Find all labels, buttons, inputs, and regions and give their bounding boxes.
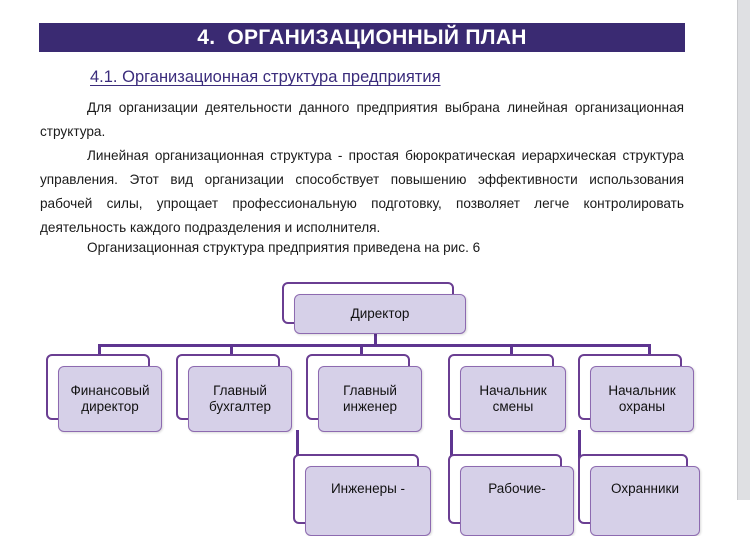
node-label-line: Охранники <box>610 481 679 496</box>
node-label-line: бухгалтер <box>209 399 271 414</box>
node-label-line: смены <box>492 399 534 414</box>
node-label-line: Начальник <box>608 383 676 398</box>
org-node-director-label: Директор <box>350 306 410 321</box>
node-label-line: Главный <box>343 383 397 398</box>
section-number: 4. <box>197 25 216 49</box>
node-label-line: инженер <box>342 399 397 414</box>
node-label-line: Рабочие- <box>488 481 546 496</box>
node-label-line: Инженеры - <box>330 481 406 496</box>
section-banner <box>39 23 685 52</box>
org-chart <box>0 270 750 500</box>
node-label-line: охраны <box>618 399 666 414</box>
node-label-line: Финансовый <box>70 383 150 398</box>
subsection-title: 4.1. Организационная структура предприятия <box>90 68 441 86</box>
node-label-line: директор <box>81 399 139 414</box>
paragraph-2: Линейная организационная структура - простая бюрократическая иерархическая структура управления. Этот вид организации способствует повышению эффективности использования рабочей силы, упрощает профессиональную подготовку, позволяет легче контролировать деятельность каждого подразделения и исполнителя. <box>40 148 684 235</box>
paragraph-3: Организационная структура предприятия приведена на рис. 6 <box>87 240 481 255</box>
connector-level2-bar <box>98 344 651 347</box>
node-label-line: Начальник <box>479 383 547 398</box>
paragraph-1: Для организации деятельности данного предприятия выбрана линейная организационная структура. <box>40 100 684 139</box>
section-title: ОРГАНИЗАЦИОННЫЙ ПЛАН <box>227 25 527 49</box>
node-label-line: Главный <box>213 383 267 398</box>
